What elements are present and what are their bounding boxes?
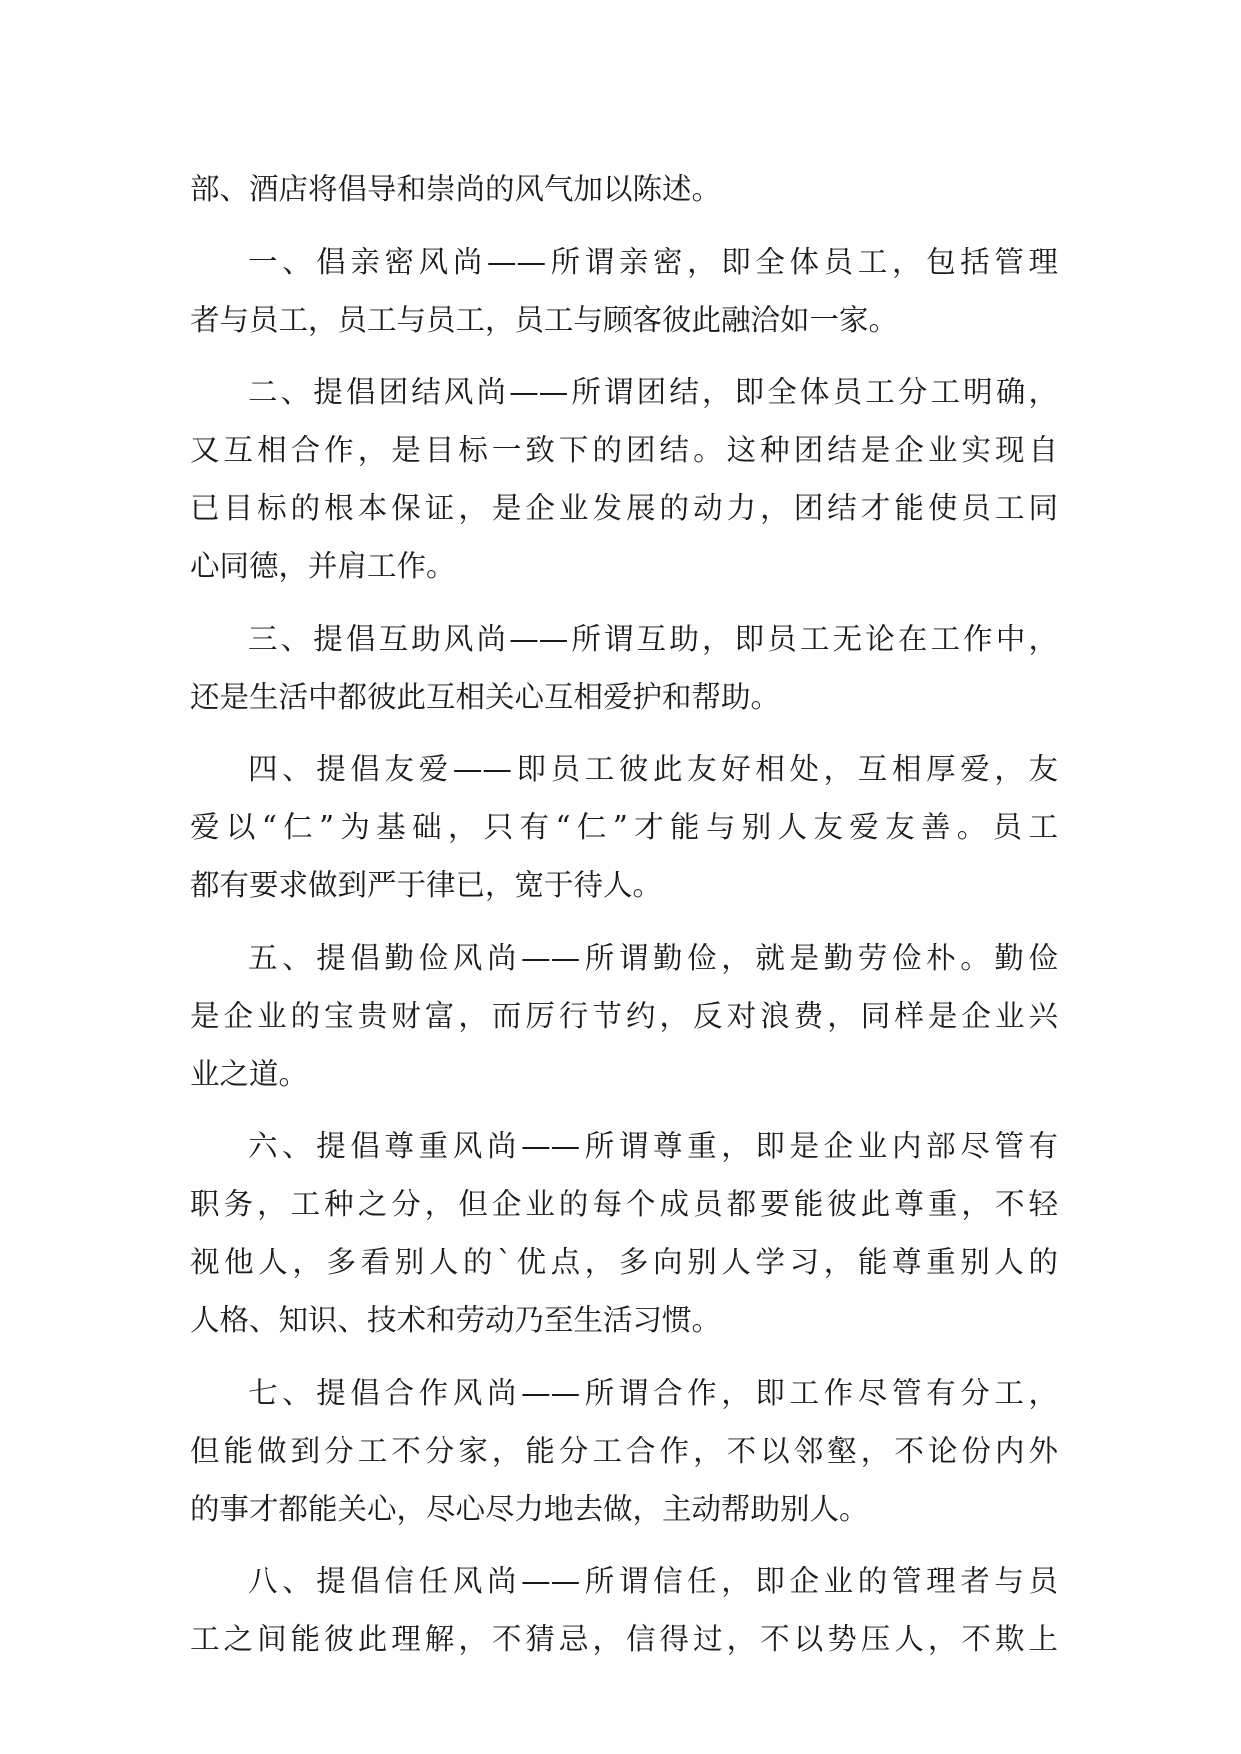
paragraph-item-7 xyxy=(190,1364,1058,1538)
paragraph-item-1 xyxy=(190,233,1058,349)
document-body xyxy=(190,160,1058,1668)
text-line: 爱以“仁”为基础，只有“仁”才能与别人友爱友善。员工 xyxy=(190,810,1058,844)
text-line: 二、提倡团结风尚——所谓团结，即全体员工分工明确， xyxy=(248,375,1058,409)
text-line: 八、提倡信任风尚——所谓信任，即企业的管理者与员 xyxy=(248,1564,1058,1598)
text-line: 职务，工种之分，但企业的每个成员都要能彼此尊重，不轻 xyxy=(190,1187,1058,1221)
text-line: 是企业的宝贵财富，而厉行节约，反对浪费，同样是企业兴 xyxy=(190,998,1058,1033)
text-line: 部、酒店将倡导和崇尚的风气加以陈述。 xyxy=(190,172,722,206)
text-line: 的事才都能关心，尽心尽力地去做，主动帮助别人。 xyxy=(190,1491,869,1526)
paragraph-intro xyxy=(190,160,1058,218)
text-line: 人格、知识、技术和劳动乃至生活习惯。 xyxy=(190,1303,722,1337)
paragraph-item-2 xyxy=(190,363,1058,595)
text-line: 已目标的根本保证，是企业发展的动力，团结才能使员工同 xyxy=(190,491,1058,525)
paragraph-item-3 xyxy=(190,610,1058,726)
paragraph-item-4 xyxy=(190,740,1058,914)
text-line: 工之间能彼此理解，不猜忌，信得过，不以势压人，不欺上 xyxy=(190,1622,1058,1656)
text-line: 六、提倡尊重风尚——所谓尊重，即是企业内部尽管有 xyxy=(248,1129,1058,1163)
paragraph-item-8 xyxy=(190,1552,1058,1668)
text-line: 七、提倡合作风尚——所谓合作，即工作尽管有分工， xyxy=(248,1375,1058,1410)
text-line: 业之道。 xyxy=(190,1056,309,1091)
text-line: 还是生活中都彼此互相关心互相爱护和帮助。 xyxy=(190,679,781,714)
text-line: 但能做到分工不分家，能分工合作，不以邻壑，不论份内外 xyxy=(190,1433,1058,1468)
text-line: 四、提倡友爱——即员工彼此友好相处，互相厚爱，友 xyxy=(248,752,1058,786)
text-line: 又互相合作，是目标一致下的团结。这种团结是企业实现自 xyxy=(190,433,1058,467)
text-line: 一、倡亲密风尚——所谓亲密，即全体员工，包括管理 xyxy=(248,244,1058,279)
text-line: 视他人，多看别人的`优点，多向别人学习，能尊重别人的 xyxy=(190,1245,1058,1279)
paragraph-item-6 xyxy=(190,1117,1058,1349)
text-line: 者与员工，员工与员工，员工与顾客彼此融洽如一家。 xyxy=(190,302,899,337)
text-line: 心同德，并肩工作。 xyxy=(190,549,456,583)
text-line: 五、提倡勤俭风尚——所谓勤俭，就是勤劳俭朴。勤俭 xyxy=(248,940,1058,975)
paragraph-item-5 xyxy=(190,929,1058,1103)
text-line: 都有要求做到严于律已，宽于待人。 xyxy=(190,868,663,902)
text-line: 三、提倡互助风尚——所谓互助，即员工无论在工作中， xyxy=(248,621,1058,656)
